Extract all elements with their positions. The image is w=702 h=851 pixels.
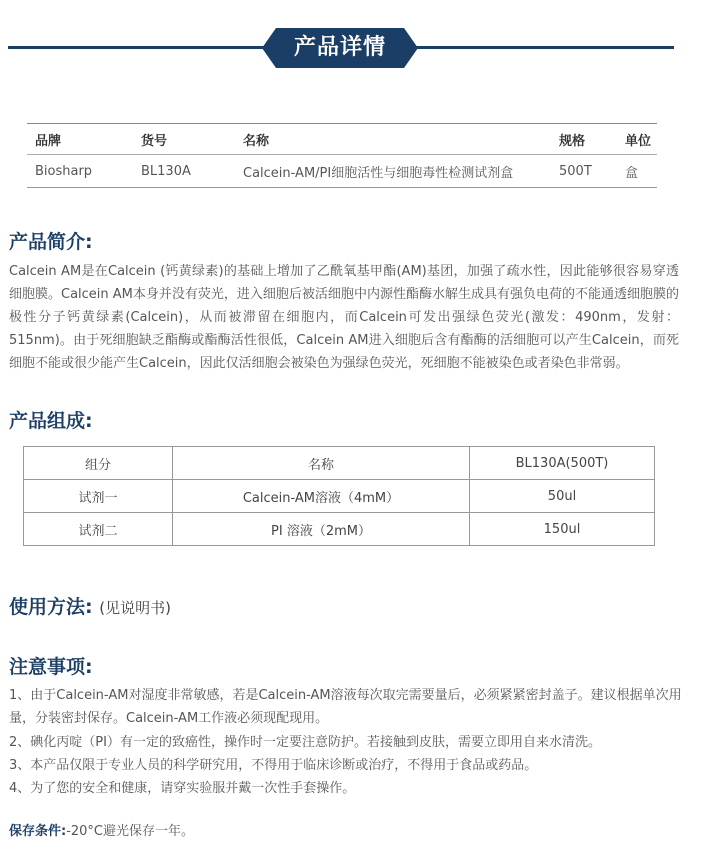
- comp-cell: 试剂一: [24, 480, 173, 513]
- comp-cell: 50ul: [470, 480, 655, 513]
- note-item-1: 1、由于Calcein-AM对湿度非常敏感，若是Calcein-AM溶液每次取完需要量后，必须紧紧密封盖子。建议根据单次用量，分装密封保存。Calcein-AM工作液必须现配现用。: [9, 688, 682, 726]
- usage-heading-label: 使用方法:: [9, 596, 93, 618]
- comp-header-name: 名称: [173, 447, 470, 480]
- comp-header-component: 组分: [24, 447, 173, 480]
- composition-table: [23, 446, 655, 546]
- notes-heading: 注意事项:: [9, 656, 93, 678]
- cell-unit: 盒: [617, 155, 657, 188]
- note-item-2: 2、碘化丙啶（PI）有一定的致癌性，操作时一定要注意防护。若接触到皮肤，需要立即用自来水清洗。: [9, 735, 601, 750]
- header-brand: 品牌: [27, 124, 133, 155]
- cell-name: Calcein-AM/PI细胞活性与细胞毒性检测试剂盒: [235, 155, 551, 188]
- table-header-row: [24, 447, 655, 480]
- note-item-3: 3、本产品仅限于专业人员的科学研究用，不得用于临床诊断或治疗，不得用于食品或药品。: [9, 758, 538, 773]
- table-row: [24, 480, 655, 513]
- header-unit: 单位: [617, 124, 657, 155]
- storage-label: 保存条件:: [9, 824, 67, 839]
- section-banner: [0, 28, 702, 68]
- comp-cell: PI 溶液（2mM）: [173, 513, 470, 546]
- note-item-4: 4、为了您的安全和健康，请穿实验服并戴一次性手套操作。: [9, 781, 356, 796]
- intro-heading: 产品简介:: [9, 231, 93, 253]
- composition-heading: 产品组成:: [9, 410, 93, 432]
- table-row: [24, 513, 655, 546]
- header-item-no: 货号: [133, 124, 235, 155]
- comp-cell: 试剂二: [24, 513, 173, 546]
- intro-text: Calcein AM是在Calcein (钙黄绿素)的基础上增加了乙酰氧基甲酯(AM)基团，加强了疏水性，因此能够很容易穿透细胞膜。Calcein AM本身并没有荧光，进入细胞后被活细胞中内源性酯酶水解生成具有强负电荷的不能通透细胞膜的极性分子钙黄绿素(Calcein)，从而被滞留在细胞内，而Calcein可发出强绿色荧光(激发：490nm，发射：515nm)。由于死细胞缺乏酯酶或酯酶活性很低，Calcein AM进入细胞后含有酯酶的活细胞可以产生Calcein，而死细胞不能或很少能产生Calcein，因此仅活细胞会被染色为强绿色荧光，死细胞不能被染色或者染色非常弱。: [9, 264, 679, 371]
- cell-spec: 500T: [551, 155, 617, 188]
- storage-value: -20°C避光保存一年。: [66, 824, 195, 839]
- cell-brand: Biosharp: [27, 155, 133, 188]
- comp-cell: 150ul: [470, 513, 655, 546]
- cell-item-no: BL130A: [133, 155, 235, 188]
- header-spec: 规格: [551, 124, 617, 155]
- product-info-table: [27, 123, 657, 188]
- comp-header-spec: BL130A(500T): [470, 447, 655, 480]
- usage-heading: [9, 592, 171, 619]
- header-name: 名称: [235, 124, 551, 155]
- banner-title: 产品详情: [293, 35, 386, 60]
- table-row: [27, 155, 657, 188]
- storage-conditions: [9, 820, 194, 839]
- table-header-row: [27, 124, 657, 155]
- usage-reference: (见说明书): [99, 599, 171, 617]
- comp-cell: Calcein-AM溶液（4mM）: [173, 480, 470, 513]
